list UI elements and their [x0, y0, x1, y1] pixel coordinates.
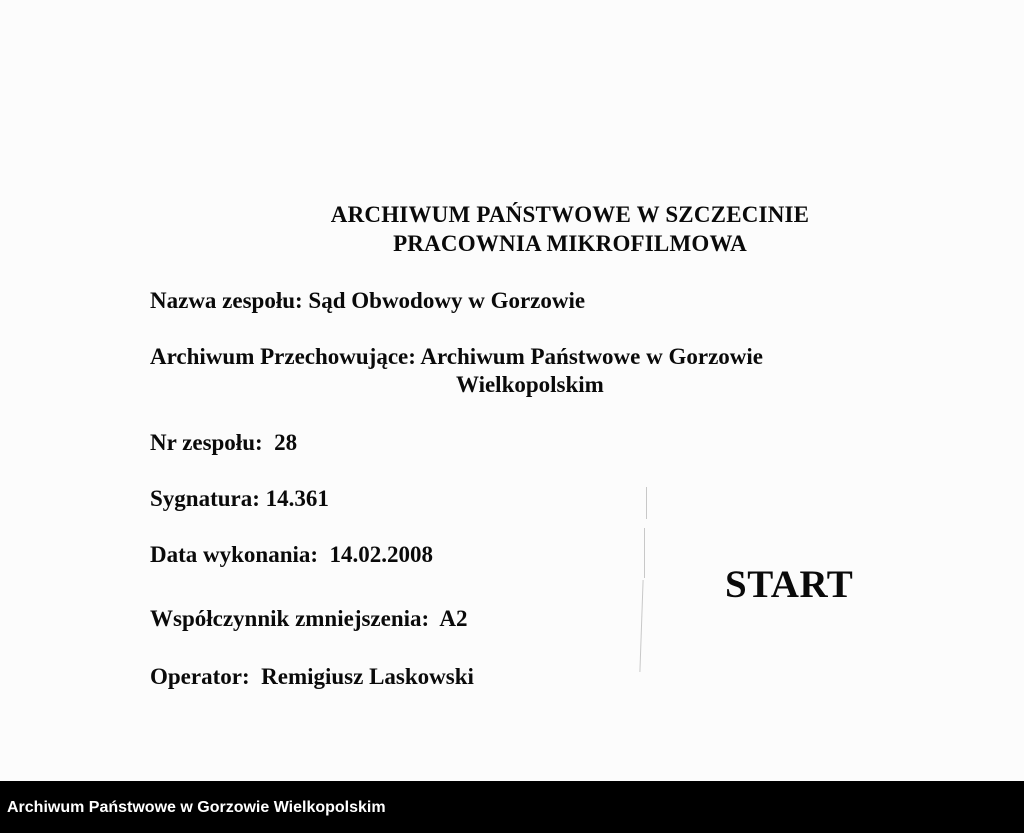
document-header — [280, 200, 860, 258]
signature-field: Sygnatura: 14.361 — [150, 486, 329, 511]
operator-field: Operator: Remigiusz Laskowski — [150, 664, 474, 689]
holding-archive-field-continuation: Wielkopolskim — [456, 372, 604, 397]
footer-bar — [0, 781, 1024, 833]
start-marker: START — [725, 563, 854, 606]
header-department: PRACOWNIA MIKROFILMOWA — [393, 231, 747, 256]
header-institution: ARCHIWUM PAŃSTWOWE W SZCZECINIE — [330, 202, 810, 227]
holding-archive-field: Archiwum Przechowujące: Archiwum Państwowe w Gorzowie — [150, 344, 764, 369]
reduction-ratio-field: Współczynnik zmniejszenia: A2 — [150, 606, 468, 631]
fonds-number-field: Nr zespołu: 28 — [150, 430, 298, 455]
scan-artifact-line — [639, 580, 643, 672]
scan-artifact-line — [646, 487, 647, 519]
fonds-name-field: Nazwa zespołu: Sąd Obwodowy w Gorzowie — [150, 288, 586, 313]
date-field: Data wykonania: 14.02.2008 — [150, 542, 434, 567]
footer-caption: Archiwum Państwowe w Gorzowie Wielkopolskim — [7, 799, 386, 816]
scan-artifact-line — [644, 528, 645, 578]
